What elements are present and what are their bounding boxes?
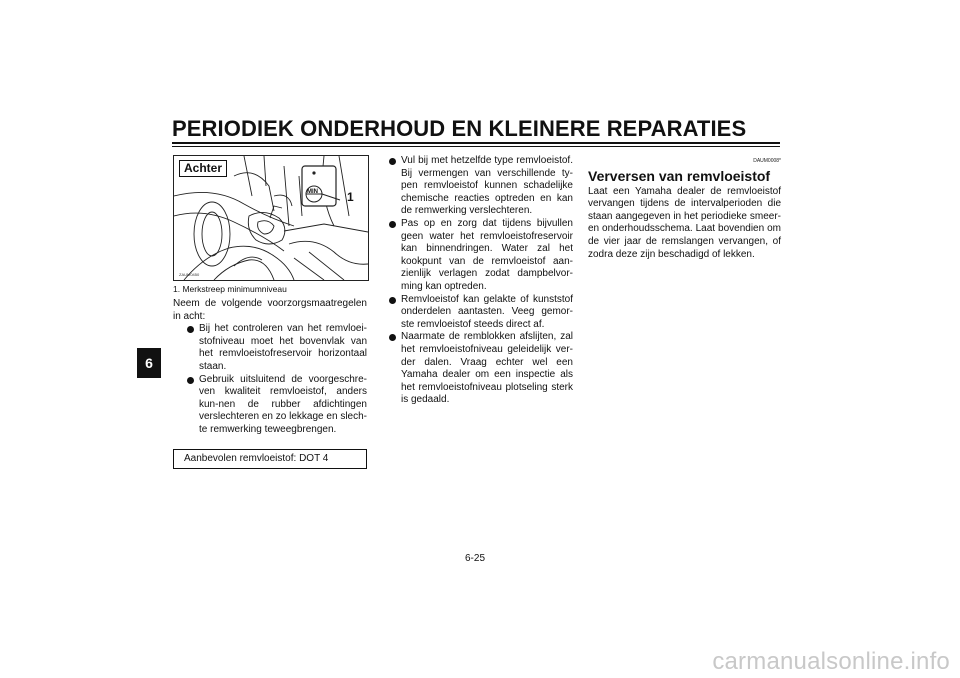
list-item: Vul bij met hetzelfde type remvloeistof. Bij vermengen van verschillende ty-pen remvloeistof kunnen schadelijke chemische reacties optreden en kan de remwerking verslechteren. — [389, 155, 573, 218]
column-2 — [389, 155, 573, 407]
title-rule-thin — [172, 146, 780, 147]
warning-list — [389, 155, 573, 407]
list-item: Gebruik uitsluitend de voorgeschre-ven kwaliteit remvloeistof, anders kun-nen de rubber afdichtingen verslechteren en zo lekkage en slech-te remwerking teweegbrengen. — [173, 374, 367, 437]
brake-reservoir-figure — [173, 155, 369, 281]
list-item: Naarmate de remblokken afslijten, zal het remvloeistofniveau geleidelijk ver-der dalen. Vraag echter wel een Yamaha dealer om een inspectie als het remvloeistofniveau plotseling sterk is gedaald. — [389, 331, 573, 407]
watermark: carmanualsonline.info — [712, 648, 950, 675]
column-3 — [588, 155, 781, 261]
page-title: PERIODIEK ONDERHOUD EN KLEINERE REPARATIES — [172, 116, 747, 141]
figure-label: Achter — [179, 160, 227, 177]
precaution-list — [173, 323, 367, 436]
column-1 — [173, 298, 367, 437]
recommended-fluid-note: Aanbevolen remvloeistof: DOT 4 — [173, 449, 367, 469]
list-item: Pas op en zorg dat tijdens bijvullen geen water het remvloeistofreservoir kan binnendringen. Water zal het kookpunt van de remvloeistof aan-zienlijk verlagen zodat dampbelvor-ming kan optreden. — [389, 218, 573, 294]
figure-image-code: ZAUM0450 — [179, 272, 200, 277]
chapter-tab: 6 — [137, 348, 161, 378]
figure-callout-number: 1 — [347, 190, 354, 204]
page-number: 6-25 — [465, 553, 486, 564]
list-item: Bij het controleren van het remvloei-stofniveau moet het bovenvlak van het remvloeistofreservoir horizontaal staan. — [173, 323, 367, 373]
section-body: Laat een Yamaha dealer de remvloeistof vervangen tijdens de intervalperioden die staan aangegeven in het periodieke smeer-en onderhoudsschema. Laat bovendien om de vier jaar de remslangen vervangen, of zodra deze zijn beschadigd of lekken. — [588, 185, 781, 260]
intro-paragraph: Neem de volgende voorzorgsmaatregelen in acht: — [173, 298, 367, 322]
figure-caption: 1. Merkstreep minimumniveau — [173, 284, 287, 294]
title-rule — [172, 142, 780, 144]
section-heading: Verversen van remvloeistof — [588, 167, 771, 184]
min-level-mark: MIN — [307, 189, 318, 195]
section-code: DAUM0008* — [753, 158, 781, 164]
list-item: Remvloeistof kan gelakte of kunststof onderdelen aantasten. Veeg gemor-ste remvloeistof steeds direct af. — [389, 294, 573, 332]
